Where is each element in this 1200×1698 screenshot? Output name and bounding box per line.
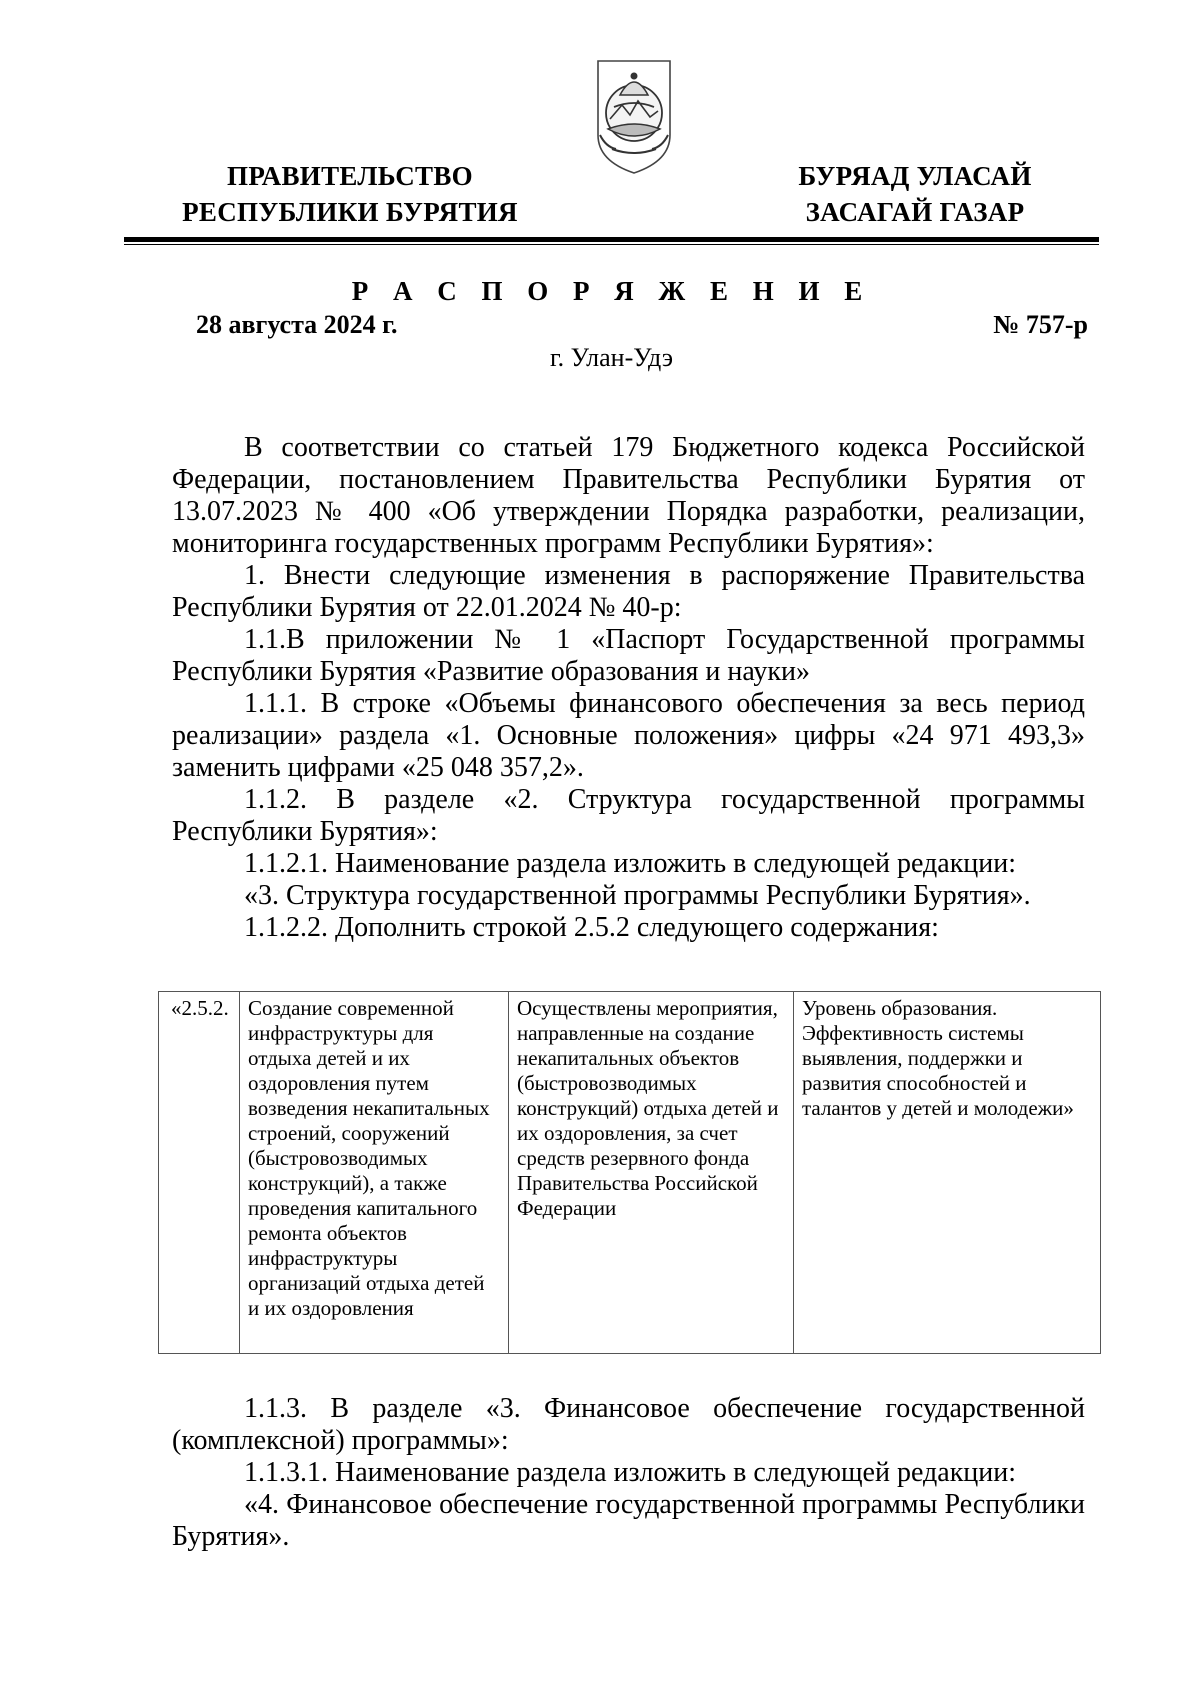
header-divider-thin: [124, 244, 1099, 245]
paragraph-item-1-1-1: 1.1.1. В строке «Объемы финансового обеспечения за весь период реализации» раздела «1. Основные положения» цифры «24 971 493,3» заменить цифрами «25 048 357,2».: [172, 688, 1085, 783]
government-name-buryat-line-1: БУРЯАД УЛАСАЙ: [798, 161, 1032, 191]
document-city: г. Улан-Удэ: [549, 343, 674, 372]
paragraph-new-finance-section-title: «4. Финансовое обеспечение государственной программы Республики Бурятия».: [172, 1489, 1085, 1552]
table-cell-indicator: Уровень образования. Эффективность системы выявления, поддержки и развития способностей и талантов у детей и молодежи»: [794, 992, 1101, 1354]
paragraph-item-1-1: 1.1.В приложении № 1 «Паспорт Государственной программы Республики Бурятия «Развитие образования и науки»: [172, 624, 1085, 687]
government-name-line-1: ПРАВИТЕЛЬСТВО: [227, 161, 473, 191]
table-cell-number: «2.5.2.: [159, 992, 240, 1354]
header-divider-thick: [124, 237, 1099, 242]
paragraph-new-section-title: «3. Структура государственной программы Республики Бурятия».: [244, 880, 1031, 911]
document-date: 28 августа 2024 г.: [196, 310, 398, 339]
government-name-line-2: РЕСПУБЛИКИ БУРЯТИЯ: [182, 197, 518, 227]
paragraph-item-1-1-3: 1.1.3. В разделе «3. Финансовое обеспечение государственной (комплексной) программы»:: [172, 1393, 1085, 1456]
paragraph-preamble: В соответствии со статьей 179 Бюджетного кодекса Российской Федерации, постановлением Правительства Республики Бурятия от 13.07.2023 № 400 «Об утверждении Порядка разработки, реализации, мониторинга государственных программ Республики Бурятия»:: [172, 432, 1085, 559]
paragraph-item-1-1-2-1: 1.1.2.1. Наименование раздела изложить в следующей редакции:: [244, 848, 1017, 879]
table-cell-result: Осуществлены мероприятия, направленные на создание некапитальных объектов (быстровозводимых конструкций) отдыха детей и их оздоровления, за счет средств резервного фонда Правительства Российской Федерации: [509, 992, 794, 1354]
government-name-buryat: [745, 158, 1085, 230]
paragraph-item-1-1-2-2: 1.1.2.2. Дополнить строкой 2.5.2 следующего содержания:: [244, 912, 939, 943]
paragraph-item-1-1-2: 1.1.2. В разделе «2. Структура государственной программы Республики Бурятия»:: [172, 784, 1085, 847]
buryatia-coat-of-arms-icon: [592, 57, 676, 177]
paragraph-item-1: 1. Внести следующие изменения в распоряжение Правительства Республики Бурятия от 22.01.2024 № 40-р:: [172, 560, 1085, 623]
document-type: Р А С П О Р Я Ж Е Н И Е: [351, 276, 872, 306]
table-row: [159, 992, 1101, 1354]
document-number: № 757-р: [993, 310, 1088, 339]
government-name-buryat-line-2: ЗАСАГАЙ ГАЗАР: [805, 197, 1025, 227]
paragraph-item-1-1-3-1: 1.1.3.1. Наименование раздела изложить в следующей редакции:: [244, 1457, 1017, 1488]
program-structure-table: [158, 991, 1101, 1354]
government-name-russian: [160, 158, 540, 230]
table-cell-task: Создание современной инфраструктуры для отдыха детей и их оздоровления путем возведения некапитальных строений, сооружений (быстровозводимых конструкций), а также проведения капитального ремонта объектов инфраструктуры организаций отдыха детей и их оздоровления: [240, 992, 509, 1354]
